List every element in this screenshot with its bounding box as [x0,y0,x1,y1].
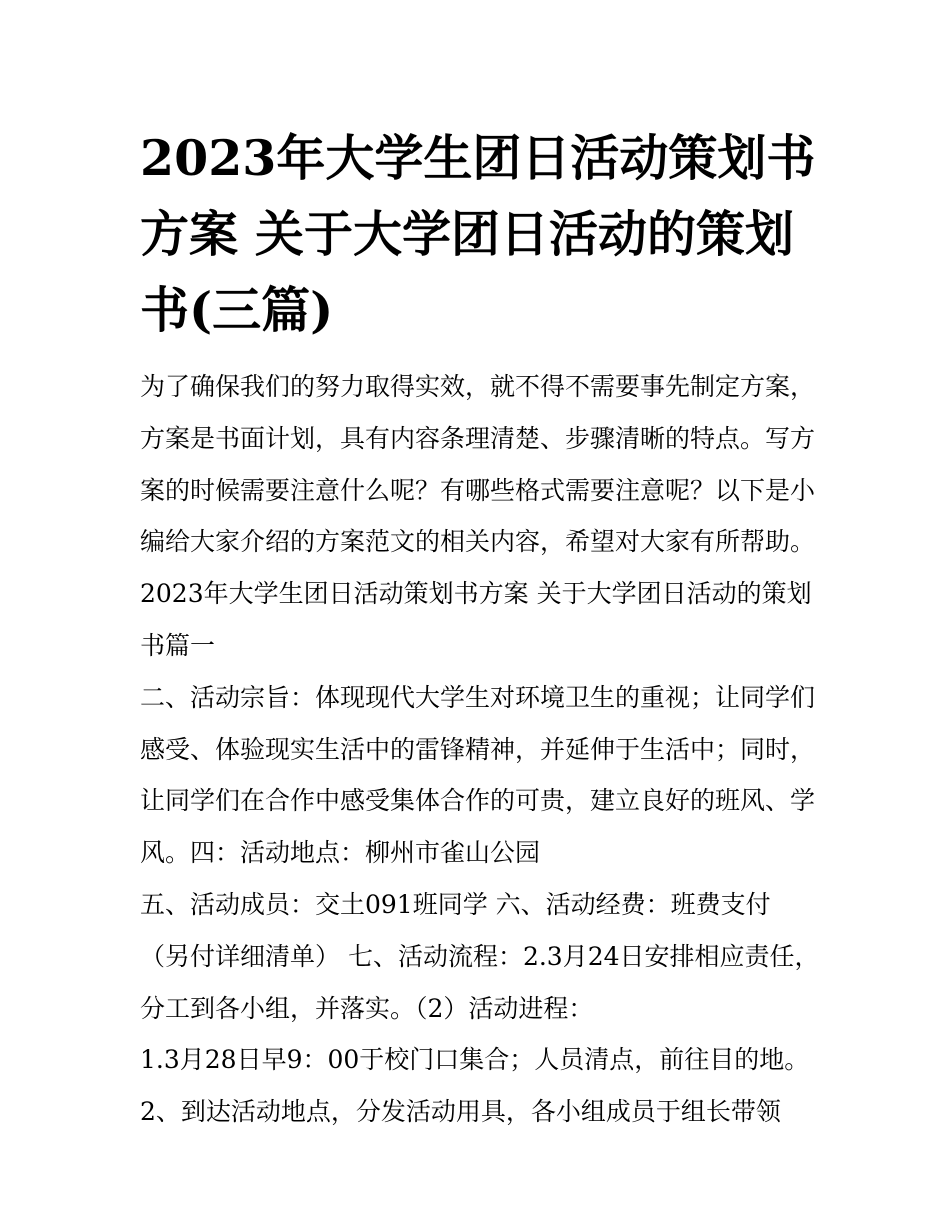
body-line: 编给大家介绍的方案范文的相关内容，希望对大家有所帮助。 [140,527,816,557]
body-line: 感受、体验现实生活中的雷锋精神，并延伸于生活中；同时， [140,734,816,764]
body-line: 二、活动宗旨：体现现代大学生对环境卫生的重视；让同学们 [140,682,816,712]
section-heading-line: 书篇一 [140,630,216,660]
body-line: 风。四：活动地点：柳州市雀山公园 [140,838,541,868]
body-line: 方案是书面计划，具有内容条理清楚、步骤清晰的特点。写方 [140,423,816,453]
title-line: 书(三篇) [140,281,334,339]
body-line: 让同学们在合作中感受集体合作的可贵，建立良好的班风、学 [140,786,816,816]
body-line: 分工到各小组，并落实。（2）活动进程： [140,993,594,1023]
body-line: （另付详细清单） 七、活动流程：2.3月24日安排相应责任， [140,941,820,971]
body-line: 2、到达活动地点，分发活动用具，各小组成员于组长带领 [140,1097,781,1127]
document-body [140,361,820,1138]
body-line: 为了确保我们的努力取得实效，就不得不需要事先制定方案， [140,372,816,401]
title-line: 方案 关于大学团日活动的策划 [140,205,795,263]
section-heading-line: 2023年大学生团日活动策划书方案 关于大学团日活动的策划 [140,579,812,609]
document-page [140,120,820,1138]
body-line: 1.3月28日早9：00于校门口集合；人员清点，前往目的地。 [140,1045,810,1075]
body-line: 五、活动成员：交土091班同学 六、活动经费：班费支付 [140,889,771,919]
body-line: 案的时候需要注意什么呢？有哪些格式需要注意呢？以下是小 [140,475,816,505]
document-title [140,120,815,348]
title-line: 2023年大学生团日活动策划书 [140,129,816,187]
